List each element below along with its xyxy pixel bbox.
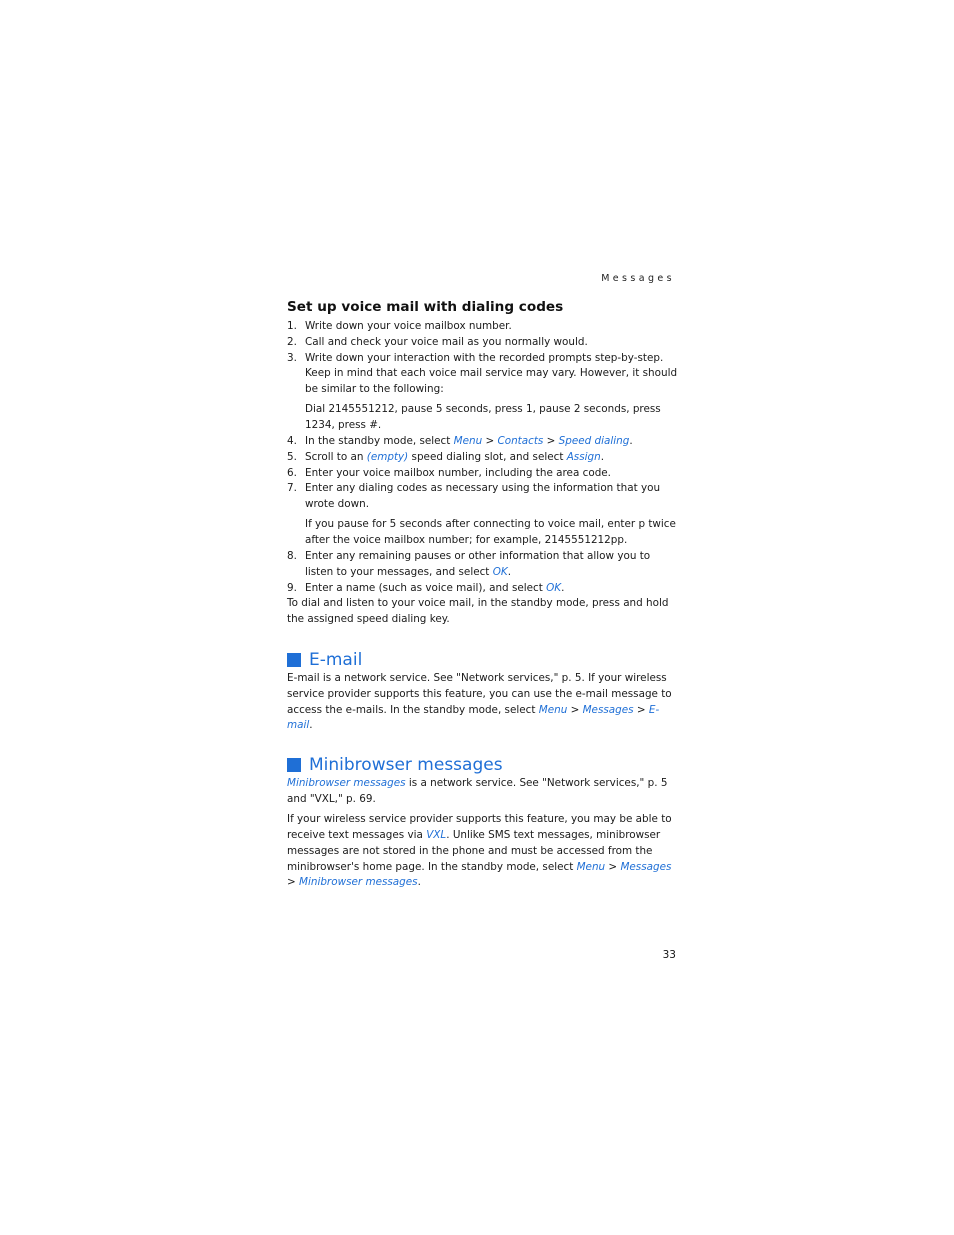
email-link[interactable]: E-mail <box>287 703 660 732</box>
punctuation: . <box>561 581 565 594</box>
path-separator: > <box>543 434 559 447</box>
menu-link[interactable]: Menu <box>453 434 483 447</box>
ok-link[interactable]: OK <box>546 581 562 594</box>
minibrowser-heading-text: Minibrowser messages <box>309 755 503 776</box>
minibrowser-text: . Unlike SMS text messages, minibrowser messages are not stored in the phone and must be accessed from the minibrowser's home page. In the standby mode, select <box>287 829 661 873</box>
minibrowser-paragraph-2 <box>287 812 679 891</box>
punctuation: . <box>417 876 421 889</box>
empty-slot-link[interactable]: (empty) <box>366 450 409 463</box>
punctuation: . <box>629 434 633 447</box>
path-separator: > <box>482 434 498 447</box>
assign-link[interactable]: Assign <box>566 450 601 463</box>
section-square-icon <box>287 653 301 667</box>
step-text: speed dialing slot, and select <box>408 450 567 463</box>
voicemail-steps <box>287 319 679 596</box>
section-square-icon <box>287 758 301 772</box>
step-note: If you pause for 5 seconds after connecting to voice mail, enter p twice after the voice mailbox number; for example, 2145551212pp. <box>305 518 676 547</box>
step-text: Enter any dialing codes as necessary using the information that you wrote down. <box>305 482 661 511</box>
step-text: Enter a name (such as voice mail), and select <box>305 581 547 594</box>
step-number: 1. <box>287 320 297 332</box>
menu-link[interactable]: Menu <box>538 703 568 716</box>
step-6 <box>287 466 679 482</box>
step-7 <box>287 481 679 549</box>
step-number: 2. <box>287 335 297 348</box>
vxl-link[interactable]: VXL <box>426 829 447 842</box>
step-text: Write down your interaction with the recorded prompts step-by-step. Keep in mind that each voice mail service may vary. However, it should be similar to the following: <box>305 351 678 396</box>
minibrowser-messages-link[interactable]: Minibrowser messages <box>287 777 406 790</box>
step-3 <box>287 351 679 434</box>
step-text: Enter your voice mailbox number, including the area code. <box>305 466 611 479</box>
email-paragraph <box>287 671 679 734</box>
messages-link[interactable]: Messages <box>582 703 634 716</box>
step-9 <box>287 581 679 597</box>
path-separator: > <box>287 876 300 889</box>
minibrowser-messages-link[interactable]: Minibrowser messages <box>299 876 418 889</box>
punctuation: . <box>507 565 511 578</box>
minibrowser-text: If your wireless service provider supports this feature, you may be able to receive text messages via <box>287 813 672 842</box>
step-number: 5. <box>287 450 297 463</box>
email-heading <box>287 649 679 671</box>
step-note: Dial 2145551212, pause 5 seconds, press 1, pause 2 seconds, press 1234, press #. <box>305 403 661 432</box>
email-text: E-mail is a network service. See "Network services," p. 5. If your wireless service provider supports this feature, you can use the e-mail message to access the e-mails. In the standby mode, select <box>287 671 672 716</box>
step-1 <box>287 319 679 335</box>
step-text: Write down your voice mailbox number. <box>305 320 512 332</box>
page-content <box>287 298 679 891</box>
path-separator: > <box>605 860 621 873</box>
step-number: 8. <box>287 549 297 562</box>
punctuation: . <box>309 719 313 732</box>
step-text: Call and check your voice mail as you normally would. <box>305 335 588 348</box>
punctuation: . <box>600 450 605 463</box>
minibrowser-paragraph-1 <box>287 776 679 808</box>
step-number: 6. <box>287 466 297 479</box>
contacts-link[interactable]: Contacts <box>497 434 544 447</box>
step-text: Enter any remaining pauses or other information that allow you to listen to your messages, and select <box>305 549 651 578</box>
voicemail-heading: Set up voice mail with dialing codes <box>287 299 564 315</box>
messages-link[interactable]: Messages <box>620 860 672 873</box>
step-5 <box>287 450 679 466</box>
step-text: In the standby mode, select <box>305 434 454 447</box>
menu-link[interactable]: Menu <box>576 860 606 873</box>
step-number: 4. <box>287 434 297 447</box>
speed-dialing-link[interactable]: Speed dialing <box>558 434 630 447</box>
ok-link[interactable]: OK <box>492 565 508 578</box>
path-separator: > <box>567 703 583 716</box>
step-number: 3. <box>287 351 297 364</box>
page-number: 33 <box>662 949 676 961</box>
step-text: Scroll to an <box>305 450 367 463</box>
step-number: 9. <box>287 581 297 594</box>
step-8 <box>287 549 679 581</box>
step-2 <box>287 335 679 351</box>
email-heading-text: E-mail <box>309 649 363 670</box>
minibrowser-text: is a network service. See "Network services," p. 5 and "VXL," p. 69. <box>287 777 668 805</box>
minibrowser-heading <box>287 754 679 776</box>
step-number: 7. <box>287 482 297 495</box>
voicemail-closing: To dial and listen to your voice mail, in the standby mode, press and hold the assigned speed dialing key. <box>287 597 669 626</box>
path-separator: > <box>633 703 649 716</box>
running-header: Messages <box>601 273 675 284</box>
step-4 <box>287 434 679 450</box>
